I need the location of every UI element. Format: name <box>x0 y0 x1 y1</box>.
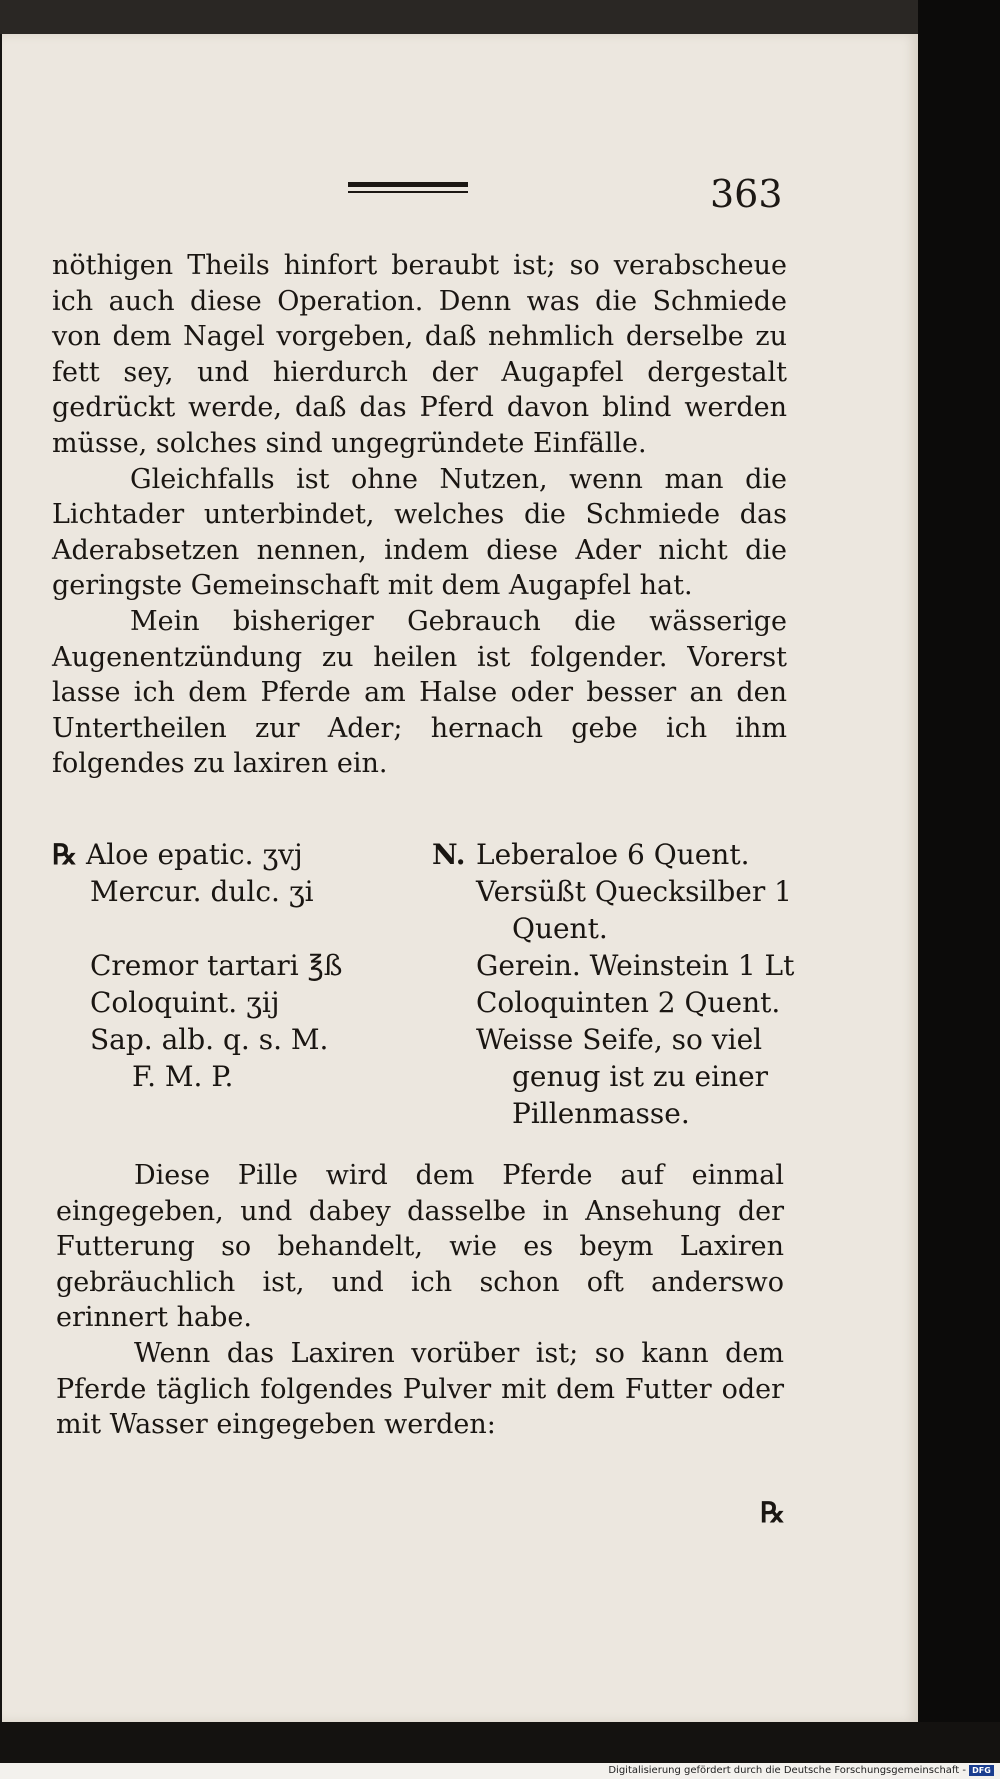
recipe-line: Coloquinten 2 Quent. <box>476 986 781 1019</box>
footer-credit: Digitalisierung gefördert durch die Deutsche Forschungsgemeinschaft - <box>608 1765 966 1776</box>
scan-top-border <box>0 0 1000 34</box>
recipe-line: Mercur. dulc. ʒi <box>90 875 314 908</box>
paragraph: Mein bisheriger Gebrauch die wässerige Augenentzündung zu heilen ist folgender. Vorerst lasse ich dem Pferde am Halse oder besser an den Untertheilen zur Ader; hernach gebe ich ihm folgendes zu laxiren ein. <box>52 605 787 780</box>
header-rule <box>348 182 468 194</box>
recipe-line: Sap. alb. q. s. M. <box>90 1023 329 1056</box>
recipe-line: Aloe epatic. ʒvj <box>86 838 303 871</box>
recipe-line: Cremor tartari ℥ß <box>90 949 343 982</box>
paragraph: Wenn das Laxiren vorüber ist; so kann dem Pferde täglich folgendes Pulver mit dem Futter oder mit Wasser eingegeben werden: <box>56 1337 784 1441</box>
body-text-top <box>52 248 787 782</box>
recipe-line: Coloquint. ʒij <box>90 986 280 1019</box>
paragraph: Gleichfalls ist ohne Nutzen, wenn man die Lichtader unterbindet, welches die Schmiede das Aderabsetzen nennen, indem diese Ader nicht die geringste Gemeinschaft mit dem Augapfel hat. <box>52 463 787 602</box>
recipe-line: Leberaloe 6 Quent. <box>476 838 750 871</box>
paragraph: nöthigen Theils hinfort beraubt ist; so verabscheue ich auch diese Operation. Denn was die Schmiede von dem Nagel vorgeben, daß nehmlich derselbe zu fett sey, und hierdurch der Augapfel dergestalt gedrückt werde, daß das Pferd davon blind werden müsse, solches sind ungegründete Einfälle. <box>52 250 787 459</box>
recipe-latin-column <box>52 836 402 1095</box>
recipe-line: Weisse Seife, so viel <box>476 1023 763 1056</box>
body-text-bottom <box>56 1158 784 1443</box>
recipe-line: Gerein. Weinstein 1 Lt <box>476 949 795 982</box>
recipe-line: Versüßt Quecksilber 1 <box>476 875 792 908</box>
catchword: ℞ <box>760 1496 786 1529</box>
recipe-german-column <box>432 836 795 1132</box>
scan-right-border <box>918 0 1000 1779</box>
paragraph: Diese Pille wird dem Pferde auf einmal eingegeben, und dabey dasselbe in Ansehung der Futterung so behandelt, wie es beym Laxiren gebräuchlich ist, und ich schon oft anderswo erinnert habe. <box>56 1160 784 1334</box>
dfg-logo: DFG <box>969 1765 994 1776</box>
recipe-line: F. M. P. <box>132 1060 234 1093</box>
recipe-symbol: ℞ <box>52 838 78 871</box>
scan-bottom-border <box>0 1722 1000 1763</box>
recipe-line: Pillenmasse. <box>512 1097 690 1130</box>
recipe-line: Quent. <box>512 912 608 945</box>
recipe-line: genug ist zu einer <box>512 1060 769 1093</box>
recipe-symbol: N. <box>432 838 466 871</box>
page-number: 363 <box>710 172 783 216</box>
recipe-block <box>52 836 795 1136</box>
